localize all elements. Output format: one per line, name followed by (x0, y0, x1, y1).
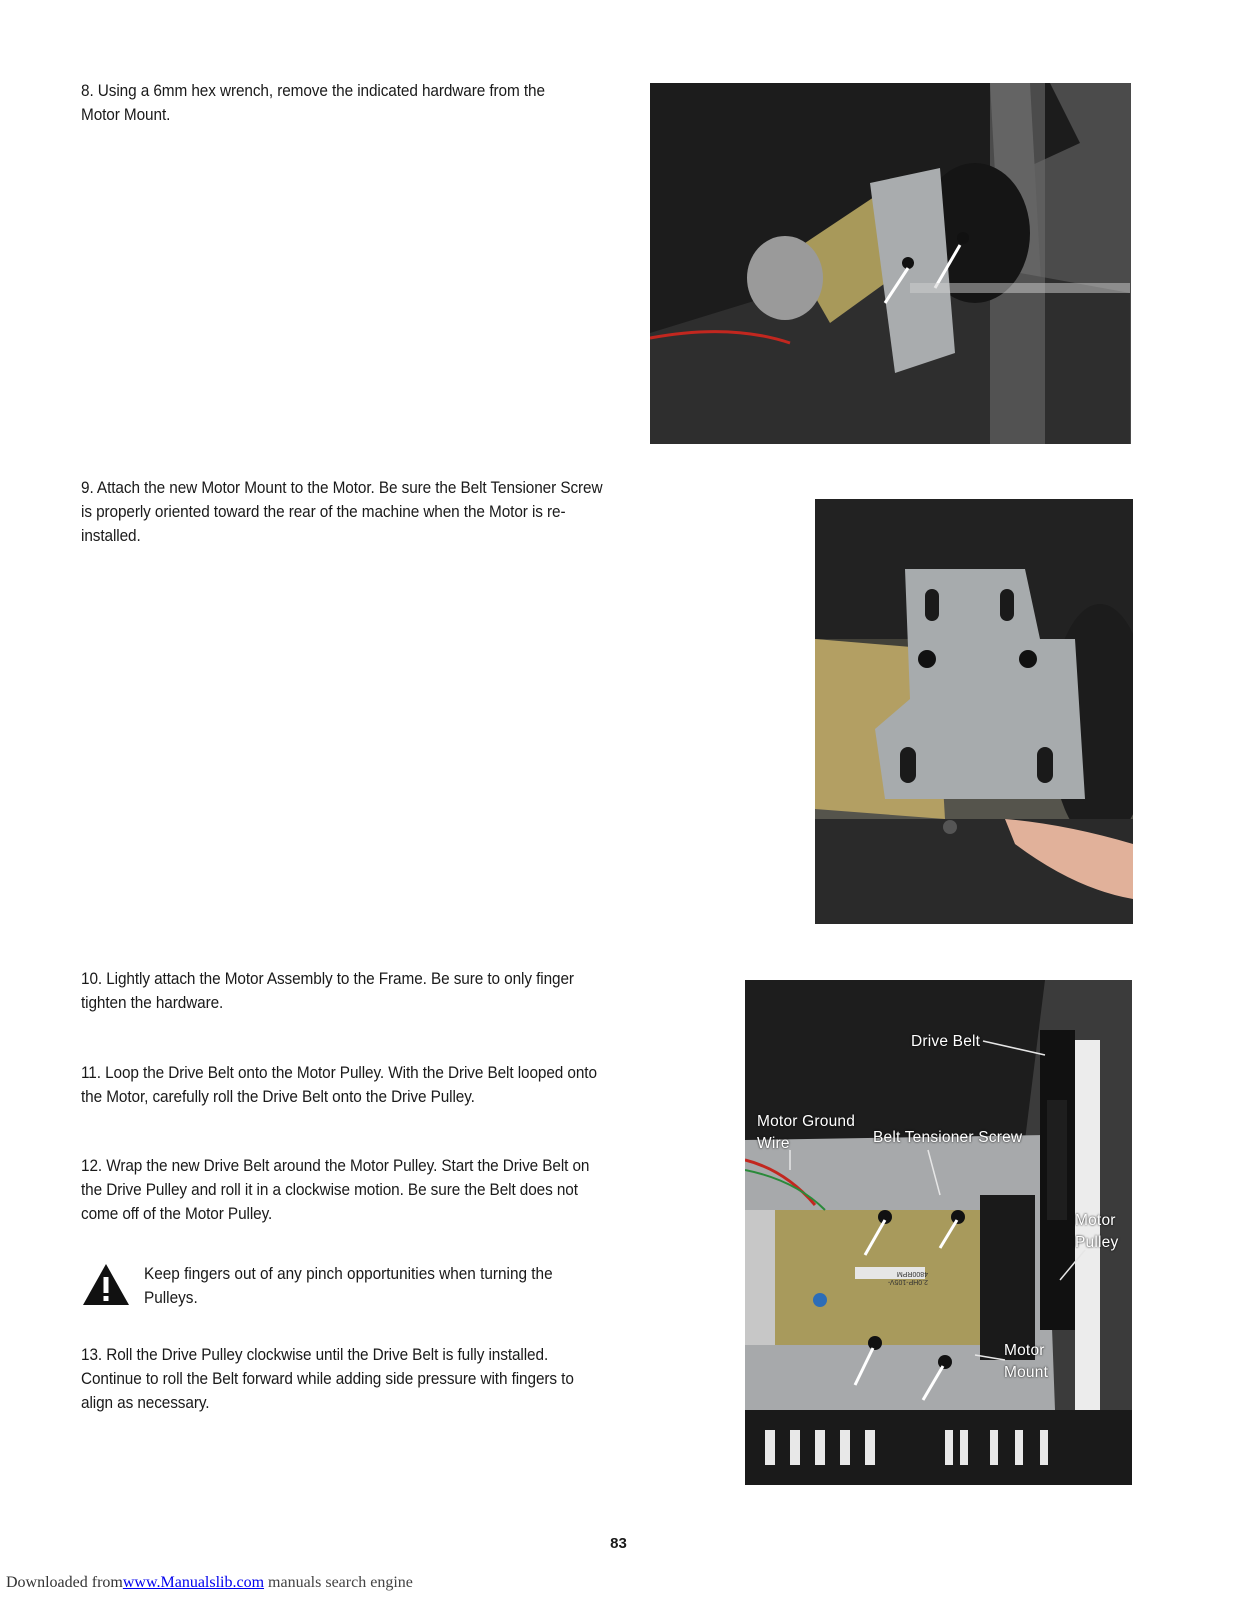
footer-prefix: Downloaded from (6, 1574, 123, 1591)
label-motor-ground-wire: Motor Ground Wire (757, 1113, 856, 1152)
label-drive-belt: Drive Belt (911, 1033, 981, 1050)
drive-belt-installed-photo (745, 980, 1132, 1485)
step-12-text: 12. Wrap the new Drive Belt around the Motor Pulley. Start the Drive Belt on the Drive Pulley and roll it in a clockwise motion. Be sure the Belt does not come off of the Motor Pulley. (81, 1157, 590, 1223)
step-10-text: 10. Lightly attach the Motor Assembly to the Frame. Be sure to only finger tighten the hardware. (81, 970, 574, 1012)
warning-triangle-icon (81, 1262, 131, 1312)
step-13-text: 13. Roll the Drive Pulley clockwise until the Drive Belt is fully installed. Continue to roll the Belt forward while adding side pressure with fingers to align as necessary. (81, 1346, 574, 1412)
footer-link[interactable]: www.Manualslib.com (122, 1574, 265, 1591)
page-number: 83 (610, 1535, 627, 1552)
label-motor-pulley: Motor Pulley (1075, 1212, 1119, 1251)
step-8-text: 8. Using a 6mm hex wrench, remove the indicated hardware from the Motor Mount. (81, 82, 545, 124)
step-9-text: 9. Attach the new Motor Mount to the Motor. Be sure the Belt Tensioner Screw is properly oriented toward the rear of the machine when the Motor is re-installed. (81, 479, 603, 545)
motor-sticker: 2.0HP-105V-4800RPM (887, 1270, 928, 1285)
footer-suffix: manuals search engine (264, 1574, 413, 1591)
motor-mount-hardware-photo (650, 83, 1131, 444)
warning-text: Keep fingers out of any pinch opportunities when turning the Pulleys. (144, 1265, 553, 1307)
footer (6, 1574, 413, 1592)
step-11-text: 11. Loop the Drive Belt onto the Motor Pulley. With the Drive Belt looped onto the Motor, carefully roll the Drive Belt onto the Drive Pulley. (81, 1064, 597, 1106)
motor-mount-attached-photo (815, 499, 1133, 924)
label-motor-mount: Motor Mount (1004, 1342, 1049, 1381)
label-belt-tensioner-screw: Belt Tensioner Screw (873, 1129, 1023, 1146)
